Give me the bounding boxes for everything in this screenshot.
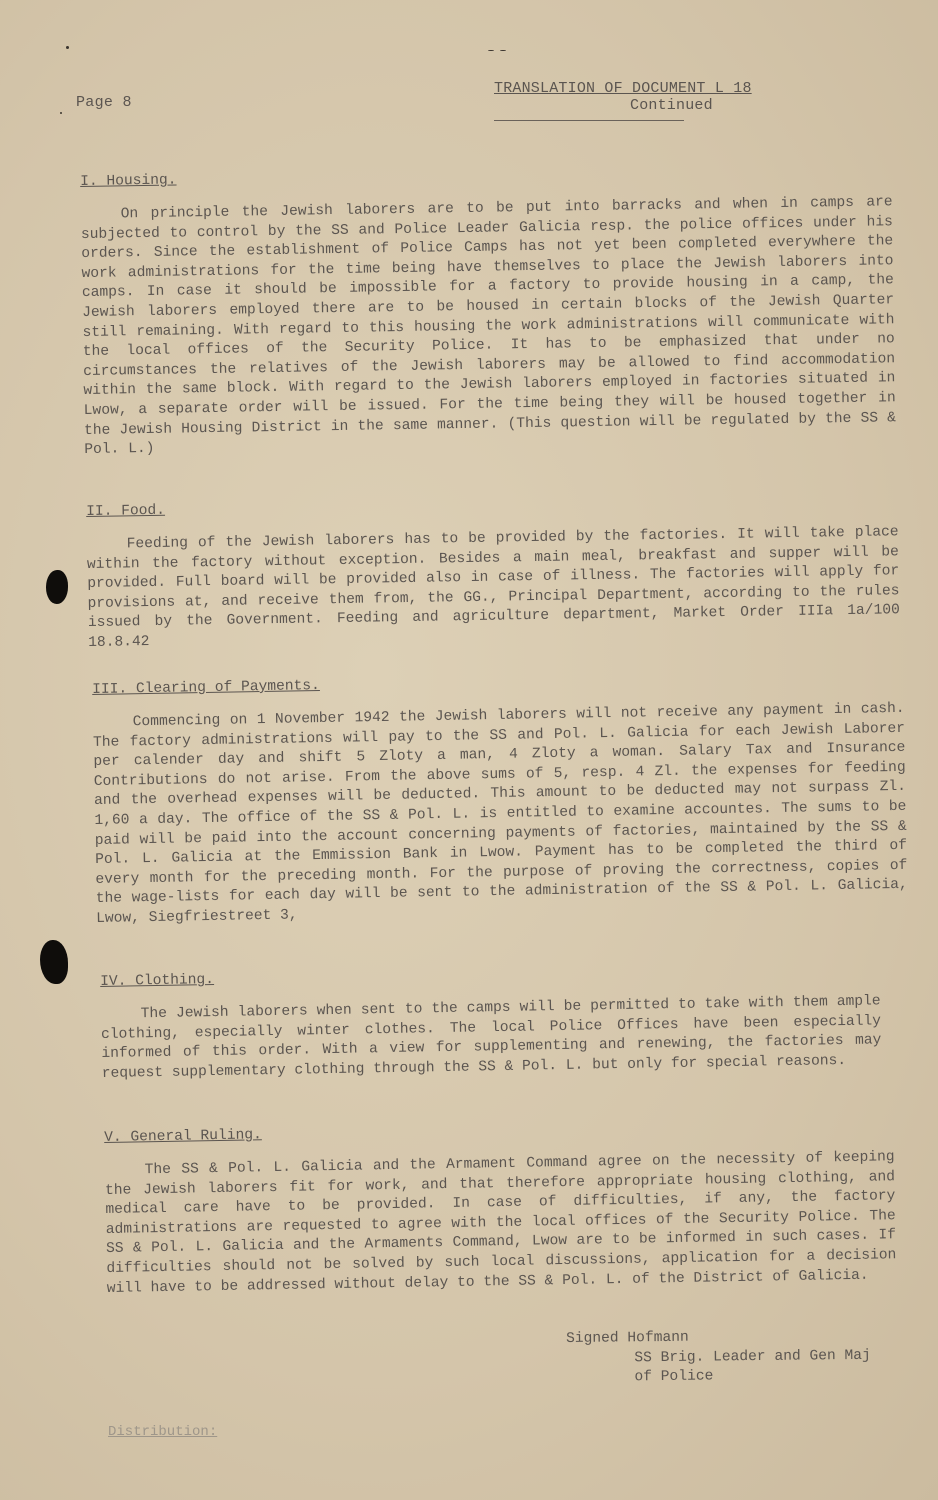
document-title bbox=[494, 80, 774, 114]
punch-hole bbox=[40, 940, 68, 984]
signature-rank-continued: of Police bbox=[634, 1368, 714, 1386]
distribution-label: Distribution: bbox=[108, 1424, 218, 1440]
section-body: Commencing on 1 November 1942 the Jewish laborers will not receive any payment in cash. The factory administrations will pay to the SS and Pol. L. Galicia for each Jewish Laborer per calender day and shift 5 Zloty a man, 4 Zloty a woman. Salary Tax and Insurance Contributions do not arise. From the above sums of 5, resp. 4 Zl. the expenses for feeding and the overhead expenses will be deducted. This amount to be deducted may not surpass Zl. 1,60 a day. The office of the SS & Pol. L. is entitled to examine accountes. The sums to be paid will be paid into the account concerning payments of factories, maintained by the SS & Pol. L. Galicia at the Emmission Bank in Lwow. Payment has to be completed the third of every month for the preceding month. For the purpose of proving the correctness, copies of the wage-lists for each day will be sent to the administration of the SS & Pol. L. Galicia, Lwow, Siegfriestreet 3, bbox=[92, 700, 908, 927]
section-heading: III. Clearing of Payments. bbox=[92, 678, 320, 698]
signature-name: Signed Hofmann bbox=[566, 1329, 689, 1347]
signature-rank: SS Brig. Leader and Gen Maj bbox=[634, 1347, 871, 1366]
section-body: The Jewish laborers when sent to the camps will be permitted to take with them ample clothing, especially winter clothes. The local Police Offices have been especially informed of this order. With a view for supplementing and renewing, the factories may request supplementary clothing through the SS & Pol. L. but only for special reasons. bbox=[100, 993, 882, 1082]
paper-speck bbox=[60, 112, 62, 114]
paper-speck bbox=[488, 50, 494, 51]
punch-hole bbox=[46, 570, 68, 604]
section-heading: I. Housing. bbox=[80, 172, 177, 190]
section-food bbox=[86, 489, 900, 653]
document-title-line2: Continued bbox=[630, 97, 713, 114]
paper-speck bbox=[66, 46, 69, 49]
section-general-ruling bbox=[104, 1114, 897, 1299]
title-underline bbox=[494, 120, 684, 121]
section-heading: II. Food. bbox=[86, 502, 166, 520]
section-clearing-of-payments bbox=[92, 666, 908, 930]
section-housing bbox=[80, 159, 896, 460]
signature-block bbox=[566, 1327, 871, 1389]
section-body: On principle the Jewish laborers are to be put into barracks and when in camps are subjected to control by the SS and Police Leader Galicia resp. the police offices under his orders. Since the establishment of Police Camps has not yet been completed everywhere the work administrations for the time being have themselves to place the Jewish laborers into camps. In case it should be impossible for a factory to provide housing in a camp, the Jewish laborers employed there are to be housed in certain blocks of the Jewish Quarter still remaining. With regard to this housing the work administrations will communicate with the local offices of the Security Police. It has to be emphasized that under no circumstances the relatives of the Jewish laborers may be allowed to find accommodation within the same block. With regard to the Jewish laborers employed in factories situated in Lwow, a separate order will be issued. For the time being they will be housed together in the Jewish Housing District in the same manner. (This question will be regulated by the SS & Pol. L.) bbox=[80, 194, 897, 459]
section-heading: V. General Ruling. bbox=[104, 1127, 262, 1146]
document-title-line1: TRANSLATION OF DOCUMENT L 18 bbox=[494, 80, 752, 97]
section-body: Feeding of the Jewish laborers has to be provided by the factories. It will take place within the factory without exception. Besides a main meal, breakfast and supper will be provided. Full board will be provided also in case of illness. The factories will apply for provisions at, and receive them from, the GG., Principal Department, according to the rules issued by the Government. Feeding and agriculture department, Market Order IIIa 1a/100 18.8.42 bbox=[86, 524, 900, 651]
section-clothing bbox=[100, 958, 882, 1084]
page-number: Page 8 bbox=[76, 94, 132, 111]
section-body: The SS & Pol. L. Galicia and the Armament Command agree on the necessity of keeping the Jewish laborers fit for work, and that therefore appropriate housing clothing, and medical care have to be provided. In case of difficulties, if any, the factory administrations are requested to agree with the local offices of the Security Police. The SS & Pol. L. Galicia and the Armaments Command, Lwow are to be informed in such cases. If difficulties should not be solved by such local discussions, application for a decision will have to be addressed without delay to the SS & Pol. L. of the District of Galicia. bbox=[104, 1149, 897, 1297]
section-heading: IV. Clothing. bbox=[100, 972, 215, 990]
paper-speck bbox=[500, 50, 506, 51]
